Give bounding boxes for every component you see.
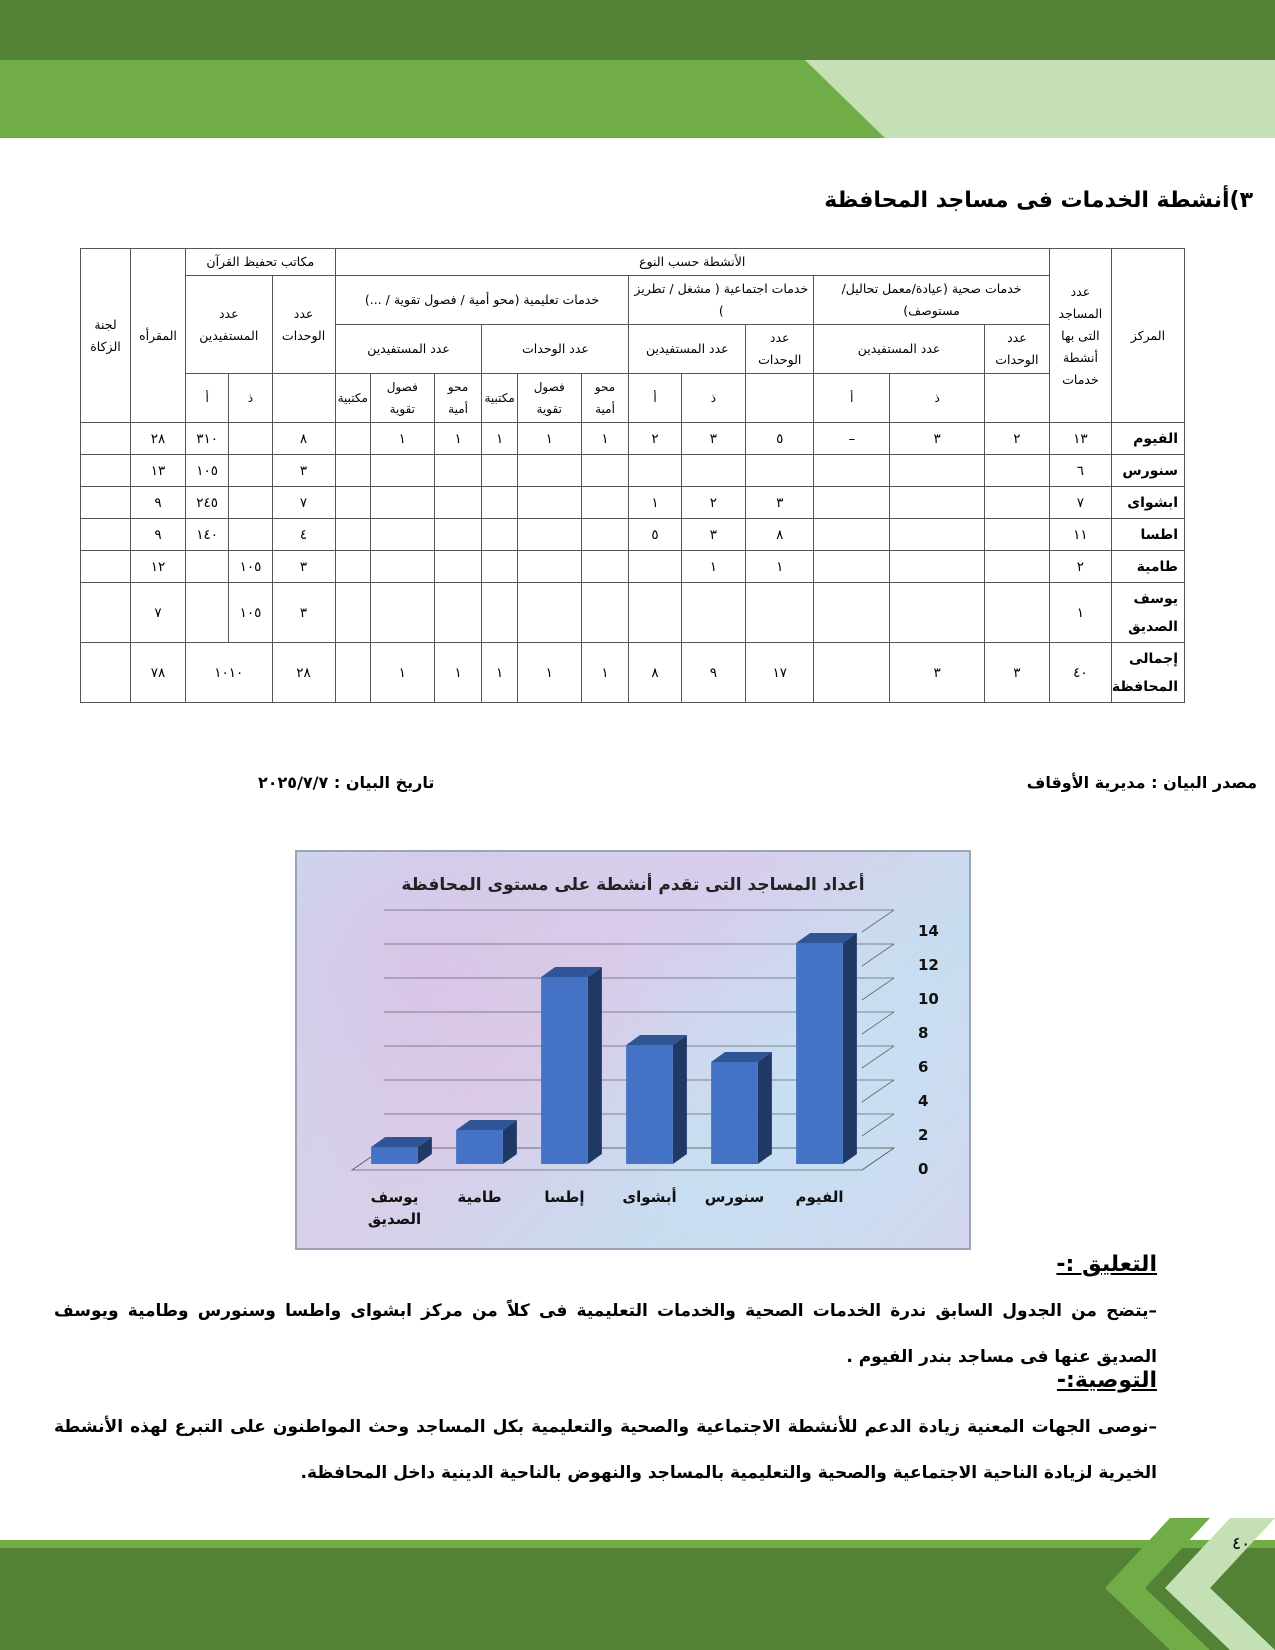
table-cell <box>581 455 629 487</box>
gridline-side <box>862 910 894 932</box>
table-cell <box>581 487 629 519</box>
col-q-units: عدد الوحدات <box>272 276 335 374</box>
table-cell: ٦ <box>1049 455 1111 487</box>
table-cell: ١ <box>746 551 814 583</box>
eb-literacy: محو أمية <box>434 374 482 423</box>
total-cell: ٧٨ <box>131 643 186 703</box>
table-cell <box>629 455 681 487</box>
col-social: خدمات اجتماعية ( مشغل / تطريز ) <box>629 276 814 325</box>
table-cell: – <box>814 423 890 455</box>
table-cell: ١ <box>1049 583 1111 643</box>
table-cell <box>335 487 370 519</box>
table-cell <box>81 583 131 643</box>
total-cell: ١٧ <box>746 643 814 703</box>
table-cell: ٩ <box>131 487 186 519</box>
table-cell <box>482 519 517 551</box>
col-h-ben: عدد المستفيدين <box>814 325 985 374</box>
row-center-name: اطسا <box>1111 519 1184 551</box>
s-male: ذ <box>681 374 746 423</box>
table-cell: ٥ <box>629 519 681 551</box>
table-cell <box>186 551 229 583</box>
total-cell: ١٠١٠ <box>186 643 273 703</box>
table-cell <box>229 423 272 455</box>
total-cell: ٤٠ <box>1049 643 1111 703</box>
table-cell <box>482 583 517 643</box>
table-cell <box>482 487 517 519</box>
total-cell <box>814 643 890 703</box>
table-cell: ٢ <box>629 423 681 455</box>
col-center: المركز <box>1111 249 1184 423</box>
header-light-block <box>805 60 1275 138</box>
table-cell <box>517 519 581 551</box>
x-tick-label: الفيوم <box>795 1188 844 1206</box>
col-e-units: عدد الوحدات <box>482 325 629 374</box>
table-cell <box>814 551 890 583</box>
table-cell: ٧ <box>1049 487 1111 519</box>
table-cell: ٤ <box>272 519 335 551</box>
x-tick-label: إطسا <box>544 1188 585 1206</box>
bar <box>796 943 843 1164</box>
col-zakat: لجنة الزكاة <box>81 249 131 423</box>
table-cell <box>517 487 581 519</box>
x-tick-label: سنورس <box>704 1188 765 1206</box>
table-cell: ٢ <box>984 423 1049 455</box>
x-tick-label: أبشواى <box>622 1188 677 1206</box>
table-cell: ١ <box>581 423 629 455</box>
bar-side <box>758 1052 772 1164</box>
col-education: خدمات تعليمية (محو أمية / فصول تقوية / ...) <box>335 276 629 325</box>
header-green-block <box>0 60 900 138</box>
table-cell: ٣ <box>272 551 335 583</box>
table-cell <box>335 423 370 455</box>
table-cell <box>517 551 581 583</box>
table-cell <box>629 551 681 583</box>
table-cell <box>890 551 984 583</box>
total-label: إجمالى المحافظة <box>1111 643 1184 703</box>
eu-tutoring: فصول تقوية <box>517 374 581 423</box>
row-center-name: يوسف الصديق <box>1111 583 1184 643</box>
total-cell: ٣ <box>984 643 1049 703</box>
chart-title: أعداد المساجد التى تقدم أنشطة على مستوى المحافظة <box>401 875 865 895</box>
bar <box>626 1045 673 1164</box>
table-cell: ١١ <box>1049 519 1111 551</box>
y-tick-label: 6 <box>918 1058 929 1076</box>
total-cell: ١ <box>581 643 629 703</box>
table-cell: ٢ <box>1049 551 1111 583</box>
col-s-units: عدد الوحدات <box>746 325 814 374</box>
total-cell: ٢٨ <box>272 643 335 703</box>
table-cell <box>890 487 984 519</box>
gridline-side <box>862 944 894 966</box>
table-cell <box>581 583 629 643</box>
table-cell <box>81 551 131 583</box>
table-cell <box>434 551 482 583</box>
data-source: مصدر البيان : مديرية الأوقاف <box>1026 773 1257 792</box>
col-e-ben: عدد المستفيدين <box>335 325 482 374</box>
table-cell <box>370 487 434 519</box>
col-quran: مكاتب تحفيظ القرآن <box>186 249 336 276</box>
q-male: ذ <box>229 374 272 423</box>
table-cell <box>890 519 984 551</box>
table-row <box>81 519 1185 551</box>
table-cell <box>814 519 890 551</box>
bar <box>541 977 588 1164</box>
table-cell: ٩ <box>131 519 186 551</box>
table-cell <box>581 551 629 583</box>
y-tick-label: 2 <box>918 1126 929 1144</box>
table-cell <box>581 519 629 551</box>
x-tick-label: الصديق <box>367 1210 422 1228</box>
table-cell <box>984 551 1049 583</box>
table-cell <box>984 487 1049 519</box>
table-cell <box>81 423 131 455</box>
y-tick-label: 12 <box>918 956 939 974</box>
y-tick-label: 8 <box>918 1024 929 1042</box>
table-cell <box>746 583 814 643</box>
s-units-blank <box>746 374 814 423</box>
table-cell <box>370 583 434 643</box>
table-cell: ١٠٥ <box>229 551 272 583</box>
table-row <box>81 583 1185 643</box>
bar-side <box>673 1035 687 1164</box>
table-cell: ١٣ <box>1049 423 1111 455</box>
page-number: ٤٠ <box>1232 1534 1251 1554</box>
table-cell <box>229 487 272 519</box>
table-cell: ١٢ <box>131 551 186 583</box>
row-center-name: طامية <box>1111 551 1184 583</box>
table-cell: ١٠٥ <box>229 583 272 643</box>
table-cell <box>335 519 370 551</box>
total-cell: ١ <box>370 643 434 703</box>
table-cell: ١ <box>370 423 434 455</box>
bar-side <box>588 967 602 1164</box>
table-row <box>81 423 1185 455</box>
table-cell: ٧ <box>131 583 186 643</box>
table-total-row <box>81 643 1185 703</box>
table-cell: ٧ <box>272 487 335 519</box>
gridline-side <box>862 1046 894 1068</box>
row-center-name: ابشواى <box>1111 487 1184 519</box>
eu-literacy: محو أمية <box>581 374 629 423</box>
bar <box>456 1130 503 1164</box>
table-cell <box>335 551 370 583</box>
total-cell <box>335 643 370 703</box>
comment-heading: التعليق :- <box>1056 1252 1157 1277</box>
table-cell <box>335 455 370 487</box>
table-cell: ١٠٥ <box>186 455 229 487</box>
table-cell: ١ <box>482 423 517 455</box>
table-cell: ١ <box>434 423 482 455</box>
table-cell <box>370 551 434 583</box>
table-cell: ١٤٠ <box>186 519 229 551</box>
table-row <box>81 487 1185 519</box>
gridline-side <box>862 978 894 1000</box>
table-cell <box>229 519 272 551</box>
table-cell <box>681 455 746 487</box>
section-title: ٣)أنشطة الخدمات فى مساجد المحافظة <box>824 188 1253 213</box>
total-cell: ٨ <box>629 643 681 703</box>
col-activities: الأنشطة حسب النوع <box>335 249 1049 276</box>
total-cell: ١ <box>517 643 581 703</box>
table-cell <box>517 583 581 643</box>
table-cell: ٣ <box>272 583 335 643</box>
table-cell: ١٣ <box>131 455 186 487</box>
row-center-name: الفيوم <box>1111 423 1184 455</box>
table-cell <box>434 455 482 487</box>
recommendation-heading: التوصية:- <box>1056 1368 1157 1393</box>
col-health: خدمات صحية (عيادة/معمل تحاليل/مستوصف) <box>814 276 1050 325</box>
gridline-side <box>862 1080 894 1102</box>
total-cell <box>81 643 131 703</box>
total-cell: ١ <box>434 643 482 703</box>
table-cell <box>434 519 482 551</box>
eb-library: مكتبية <box>335 374 370 423</box>
q-female: أ <box>186 374 229 423</box>
row-center-name: سنورس <box>1111 455 1184 487</box>
table-cell <box>186 583 229 643</box>
recommendation-text: –نوصى الجهات المعنية زيادة الدعم للأنشطة الاجتماعية والصحية والتعليمية بكل المساجد وحث المواطنون على التبرع لهذه الأنشطة الخيرية لزيادة الناحية الاجتماعية والصحية والتعليمية بالمساجد والنهوض بالناحية الدينية داخل المحافظة. <box>54 1417 1157 1483</box>
table-cell <box>984 455 1049 487</box>
col-h-units: عدد الوحدات <box>984 325 1049 374</box>
table-cell: ٣ <box>681 519 746 551</box>
table-cell: ٢ <box>681 487 746 519</box>
table-cell <box>370 455 434 487</box>
eb-tutoring: فصول تقوية <box>370 374 434 423</box>
table-cell: ٢٨ <box>131 423 186 455</box>
col-q-ben: عدد المستفيدين <box>186 276 273 374</box>
col-mosques: عدد المساجد التى بها أنشطة خدمات <box>1049 249 1111 423</box>
col-s-ben: عدد المستفيدين <box>629 325 746 374</box>
table-cell: ٣ <box>746 487 814 519</box>
table-cell <box>984 583 1049 643</box>
table-cell <box>814 487 890 519</box>
s-female: أ <box>629 374 681 423</box>
table-cell <box>370 519 434 551</box>
table-cell <box>746 455 814 487</box>
eu-library: مكتبية <box>482 374 517 423</box>
table-cell: ٣ <box>890 423 984 455</box>
h-male: ذ <box>890 374 984 423</box>
total-cell: ٣ <box>890 643 984 703</box>
table-cell <box>890 455 984 487</box>
gridline-side <box>862 1114 894 1136</box>
table-cell: ١ <box>517 423 581 455</box>
bar <box>711 1062 758 1164</box>
table-cell <box>681 583 746 643</box>
table-cell <box>434 583 482 643</box>
table-cell: ٣ <box>272 455 335 487</box>
table-cell <box>517 455 581 487</box>
y-tick-label: 0 <box>918 1160 929 1178</box>
col-maqraa: المقرأه <box>131 249 186 423</box>
table-cell: ٣١٠ <box>186 423 229 455</box>
table-cell <box>814 455 890 487</box>
h-units-blank <box>984 374 1049 423</box>
comment-text: –يتضح من الجدول السابق ندرة الخدمات الصحية والخدمات التعليمية فى كلاً من مركز ابشواى واطسا وسنورس وطامية ويوسف الصديق عنها فى مساجد بندر الفيوم . <box>54 1301 1157 1367</box>
table-cell: ١ <box>629 487 681 519</box>
table-cell: ٨ <box>746 519 814 551</box>
table-cell <box>482 455 517 487</box>
y-tick-label: 10 <box>918 990 939 1008</box>
x-tick-label: يوسف <box>370 1188 419 1206</box>
table-cell <box>81 487 131 519</box>
table-cell <box>335 583 370 643</box>
table-cell <box>81 455 131 487</box>
table-cell <box>434 487 482 519</box>
bar-side <box>843 933 857 1164</box>
table-cell <box>629 583 681 643</box>
chart-svg <box>297 852 969 1248</box>
h-female: أ <box>814 374 890 423</box>
header-band <box>0 0 1275 60</box>
q-units-blank <box>272 374 335 423</box>
total-cell: ١ <box>482 643 517 703</box>
table-cell <box>890 583 984 643</box>
x-tick-label: طامية <box>457 1188 502 1206</box>
table-cell <box>482 551 517 583</box>
table-row <box>81 455 1185 487</box>
table-cell <box>229 455 272 487</box>
table-cell: ٥ <box>746 423 814 455</box>
table-cell: ٢٤٥ <box>186 487 229 519</box>
table-cell: ٣ <box>681 423 746 455</box>
gridline-side <box>862 1012 894 1034</box>
data-date: تاريخ البيان : ٢٠٢٥/٧/٧ <box>258 773 435 792</box>
table-cell <box>984 519 1049 551</box>
table-cell: ٨ <box>272 423 335 455</box>
y-tick-label: 4 <box>918 1092 929 1110</box>
table-cell: ١ <box>681 551 746 583</box>
table-cell <box>81 519 131 551</box>
table-row <box>81 551 1185 583</box>
total-cell: ٩ <box>681 643 746 703</box>
mosques-chart <box>295 850 971 1250</box>
table-cell <box>814 583 890 643</box>
bar <box>371 1147 418 1164</box>
services-table <box>80 248 1185 703</box>
y-tick-label: 14 <box>918 922 939 940</box>
